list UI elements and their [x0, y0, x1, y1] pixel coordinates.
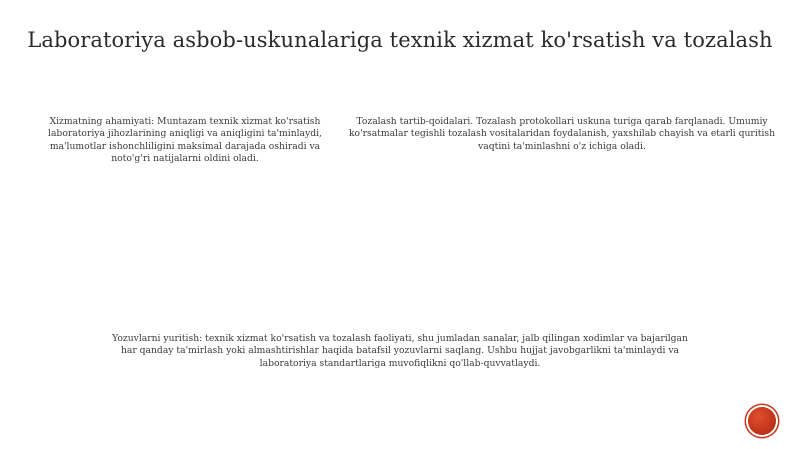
slide-title: Laboratoriya asbob-uskunalariga texnik xizmat ko'rsatish va tozalash — [27, 28, 773, 52]
cleaning-procedures-text-block: Tozalash tartib-qoidalari. Tozalash protokollari uskuna turiga qarab farqlanadi. Umumiy ko'rsatmalar tegishli tozalash vositalaridan foydalanish, yaxshilab chayish va etarli quritish vaqtini ta'minlashni o'z ichiga oladi. — [348, 116, 776, 152]
record-keeping-text-block: Yozuvlarni yuritish: texnik xizmat ko'rsatish va tozalash faoliyati, shu jumladan sanalar, jalb qilingan xodimlar va bajarilgan har qanday ta'mirlash yoki almashtirishlar haqida batafsil yozuvlarni saqlang. Ushbu hujjat javobgarlikni ta'minlaydi va laboratoriya standartlariga muvofiqlikni qo'llab-quvvatlaydi. — [112, 333, 688, 369]
circle-button-icon[interactable] — [748, 407, 776, 435]
importance-text-block: Xizmatning ahamiyati: Muntazam texnik xizmat ko'rsatish laboratoriya jihozlarining aniqligi va aniqligini ta'minlaydi, ma'lumotlar ishonchliligini maksimal darajada oshiradi va noto'g'ri natijalarni oldini oladi. — [48, 116, 322, 165]
